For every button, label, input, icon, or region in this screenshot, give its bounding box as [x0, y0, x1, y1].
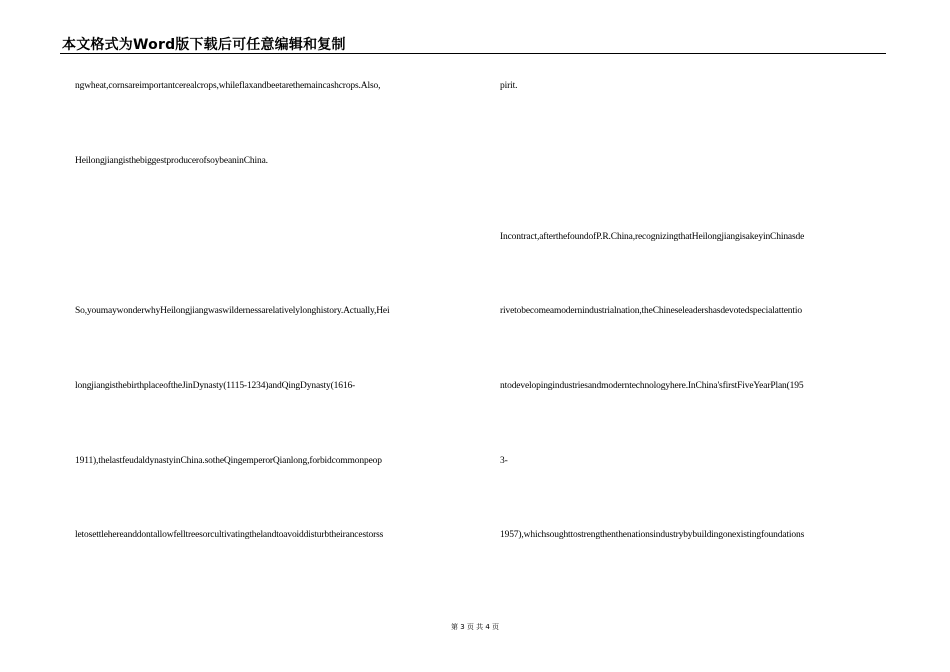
page-footer: 第 3 页 共 4 页 [450, 623, 500, 631]
text-line: So,youmaywonderwhyHeilongjiangwaswildernessarelativelylonghistory.Actually,Hei [75, 306, 390, 316]
text-line: HeilongjiangisthebiggestproducerofsoybeaninChina. [75, 156, 268, 166]
text-line: ngwheat,cornsareimportantcerealcrops,whileflaxandbeetarethemaincashcrops.Also, [75, 81, 381, 91]
text-line: ntodevelopingindustriesandmoderntechnologyhere.InChina'sfirstFiveYearPlan(195 [500, 381, 804, 391]
header-divider [60, 53, 886, 54]
text-line: rivetobecomeamodernindustrialnation,theChineseleadershasdevotedspecialattentio [500, 306, 802, 316]
text-line: 1957),whichsoughttostrengthenthenationsindustrybybuildingonexistingfoundations [500, 530, 805, 540]
text-line: letosettlehereanddontallowfelltreesorcultivatingthelandtoavoiddisturbtheirancestorss [75, 530, 384, 540]
text-line: pirit. [500, 81, 518, 91]
text-line: longjiangisthebirthplaceoftheJinDynasty(1115-1234)andQingDynasty(1616- [75, 381, 356, 391]
text-line: Incontract,afterthefoundofP.R.China,recognizingthatHeilongjiangisakeyinChinasde [500, 232, 805, 242]
text-line: 3- [500, 456, 508, 466]
text-line: 1911),thelastfeudaldynastyinChina.sotheQingemperorQianlong,forbidcommonpeop [75, 456, 382, 466]
header-title: 本文格式为Word版下载后可任意编辑和复制 [62, 37, 346, 53]
